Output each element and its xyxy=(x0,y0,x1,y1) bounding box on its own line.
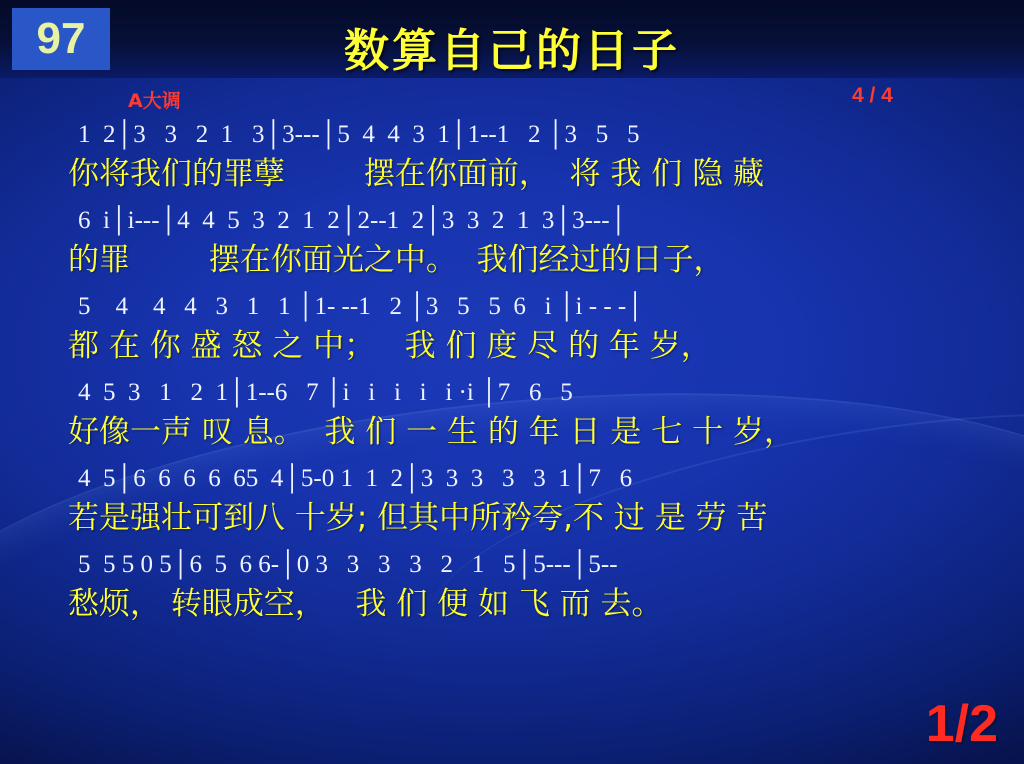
notation-row: 4 5 3 1 2 1│1--6 7 │i i i i i ·i │7 6 5 xyxy=(78,379,573,406)
score-line xyxy=(0,462,1024,540)
score-body xyxy=(0,118,1024,634)
time-signature-label: 4 / 4 xyxy=(852,84,893,107)
notation-row: 5 4 4 4 3 1 1 │1- --1 2 │3 5 5 6 i │i - - -│ xyxy=(78,293,644,320)
lyrics-row: 你将我们的罪孽 摆在你面前， 将 我 们 隐 藏 xyxy=(68,156,764,192)
key-signature-label: A大调 xyxy=(128,90,181,112)
page-indicator: 1/2 xyxy=(925,695,998,753)
lyrics-row: 愁烦， 转眼成空， 我 们 便 如 飞 而 去。 xyxy=(68,586,663,622)
score-line xyxy=(0,376,1024,454)
score-line xyxy=(0,204,1024,282)
score-line xyxy=(0,290,1024,368)
lyrics-row: 的罪 摆在你面光之中。 我们经过的日子， xyxy=(68,242,725,278)
song-number-text: 97 xyxy=(36,14,86,63)
notation-row: 5 5 5 0 5│6 5 6 6-│0 3 3 3 3 2 1 5│5---│5-- xyxy=(78,551,618,578)
page-title: 数算自己的日子 xyxy=(343,24,680,77)
lyrics-row: 都 在 你 盛 怒 之 中； 我 们 度 尽 的 年 岁， xyxy=(68,328,712,364)
notation-row: 6 i│i---│4 4 5 3 2 1 2│2--1 2│3 3 2 1 3│3---│ xyxy=(78,207,628,234)
notation-row: 1 2│3 3 2 1 3│3---│5 4 4 3 1│1--1 2 │3 5 5 xyxy=(78,121,640,148)
notation-row: 4 5│6 6 6 6 65 4│5-0 1 1 2│3 3 3 3 3 1│7 6 xyxy=(78,465,633,492)
lyrics-row: 好像一声 叹 息。 我 们 一 生 的 年 日 是 七 十 岁， xyxy=(68,414,795,450)
score-line xyxy=(0,118,1024,196)
score-line xyxy=(0,548,1024,626)
lyrics-row: 若是强壮可到八 十岁; 但其中所矜夸,不 过 是 劳 苦 xyxy=(68,500,768,536)
